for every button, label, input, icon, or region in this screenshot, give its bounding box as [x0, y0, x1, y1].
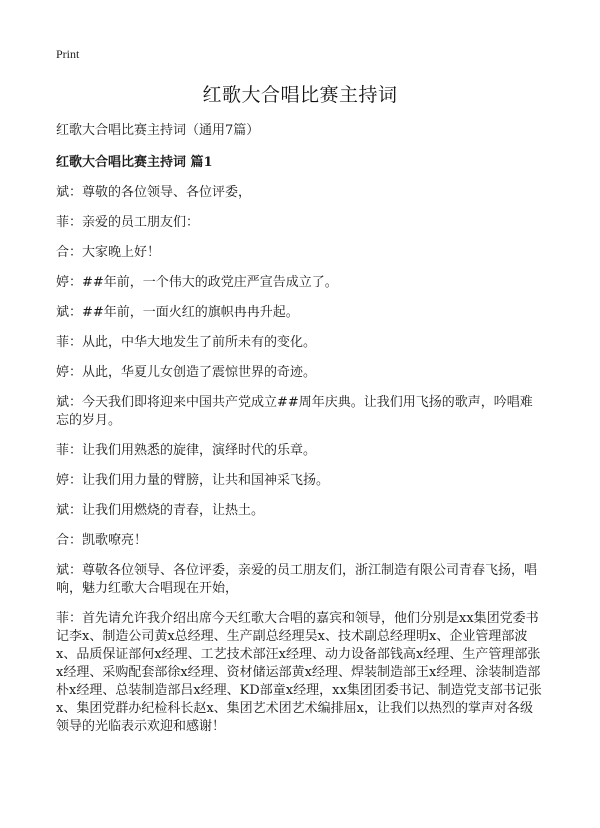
paragraph: 菲：从此，中华大地发生了前所未有的变化。 — [56, 335, 317, 350]
paragraph: 斌：今天我们即将迎来中国共产党成立##周年庆典。让我们用飞扬的歌声，吟唱难忘的岁月。 — [56, 395, 533, 428]
print-label: Print — [56, 47, 80, 61]
paragraph: 婷：从此，华夏儿女创造了震惊世界的奇迹。 — [56, 365, 317, 380]
section-heading: 红歌大合唱比赛主持词 篇1 — [56, 155, 213, 170]
document-title: 红歌大合唱比赛主持词 — [202, 84, 398, 106]
paragraph: 婷：##年前，一个伟大的政党庄严宣告成立了。 — [56, 275, 338, 290]
paragraph: 菲：亲爱的员工朋友们： — [56, 215, 200, 230]
paragraph: 斌：##年前，一面火红的旗帜冉冉升起。 — [56, 305, 299, 320]
document-subtitle: 红歌大合唱比赛主持词（通用7篇） — [56, 123, 260, 138]
paragraph: 斌：尊敬各位领导、各位评委，亲爱的员工朋友们，浙江制造有限公司青春飞扬，唱响，魅力红歌大合唱现在开始， — [56, 563, 538, 596]
paragraph: 合：大家晚上好！ — [56, 245, 161, 260]
paragraph: 斌：让我们用燃烧的青春，让热土。 — [56, 503, 265, 518]
paragraph: 合：凯歌嘹亮！ — [56, 533, 148, 548]
paragraph: 斌：尊敬的各位领导、各位评委， — [56, 185, 252, 200]
paragraph: 菲：首先请允许我介绍出席今天红歌大合唱的嘉宾和领导，他们分别是xx集团党委书记李x、制造公司黄x总经理、生产副总经理吴x、技术副总经理明x、企业管理部波x、品质保证部何x经理、工艺技术部汪x经理、动力设备部钱高x经理、生产管理部张x经理、采购配套部徐x经理、资材储运部黄x经理、焊装制造部王x经理、涂装制造部朴x经理、总装制造部吕x经理、KD部童x经理，xx集团团委书记、制造党支部书记张x、集团党群办纪检科长赵x、集团艺术团艺术编排屈x，让我们以热烈的掌声对各级领导的光临表示欢迎和感谢！ — [56, 611, 542, 734]
paragraph: 婷：让我们用力量的臂膀，让共和国神采飞扬。 — [56, 473, 330, 488]
paragraph: 菲：让我们用熟悉的旋律，演绎时代的乐章。 — [56, 443, 317, 458]
